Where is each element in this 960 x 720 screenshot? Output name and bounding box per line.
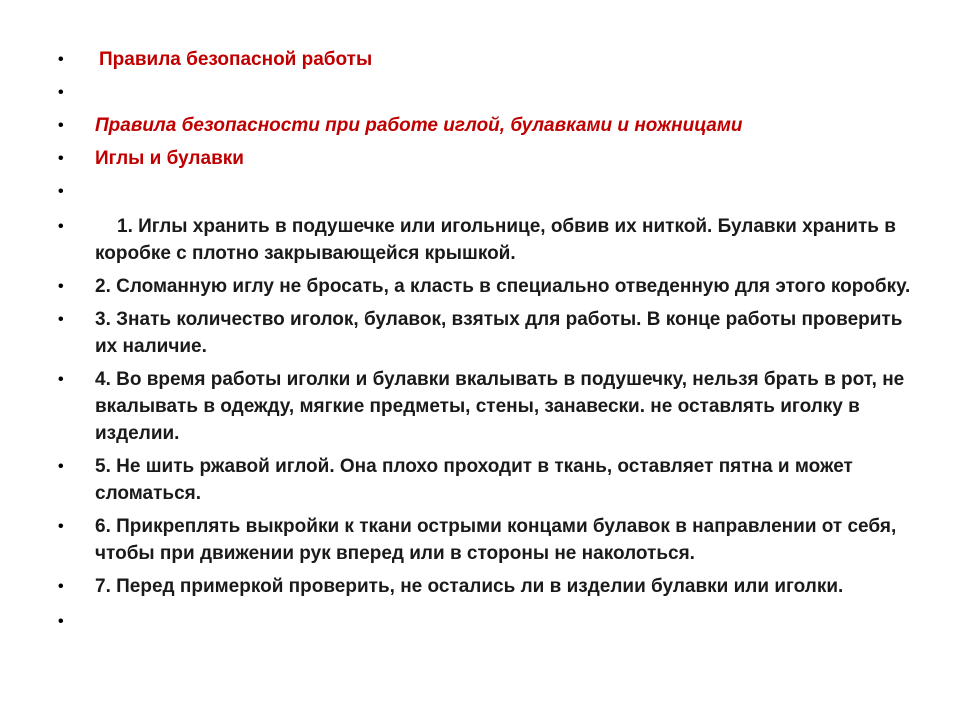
list-item-rule — [58, 513, 918, 567]
bullet-icon: • — [58, 578, 64, 595]
bullet-icon: • — [58, 51, 64, 68]
bullet-icon: • — [58, 218, 64, 235]
empty-line — [95, 608, 918, 635]
rule-text: 4. Во время работы иголки и булавки вкалывать в подушечку, нельзя брать в рот, не вкалывать в одежду, мягкие предметы, стены, занавески. не оставлять иголку в изделии. — [95, 369, 905, 444]
list-item-section — [58, 145, 918, 172]
list-item-rule — [58, 573, 918, 600]
list-item-rule — [58, 366, 918, 447]
rule-text: 5. Не шить ржавой иглой. Она плохо проходит в ткань, оставляет пятна и может сломаться. — [95, 456, 853, 504]
empty-line — [95, 79, 918, 106]
list-item-empty — [58, 608, 918, 635]
bullet-icon: • — [58, 613, 64, 630]
bullet-icon: • — [58, 117, 64, 134]
list-item-title — [58, 46, 918, 73]
list-item-rule — [58, 213, 918, 267]
bullet-icon: • — [58, 371, 64, 388]
rule-text: 2. Сломанную иглу не бросать, а класть в специально отведенную для этого коробку. — [95, 276, 911, 297]
bullet-list — [58, 46, 918, 635]
rule-text-inner: 1. Иглы хранить в подушечке или игольнице, обвив их ниткой. Булавки хранить в коробке с плотно закрывающейся крышкой. — [95, 216, 896, 264]
subtitle: Правила безопасности при работе иглой, булавками и ножницами — [95, 115, 743, 136]
bullet-icon: • — [58, 311, 64, 328]
page-title: Правила безопасной работы — [99, 49, 373, 70]
bullet-icon: • — [58, 518, 64, 535]
bullet-icon: • — [58, 183, 64, 200]
rule-text: 7. Перед примеркой проверить, не остались ли в изделии булавки или иголки. — [95, 576, 844, 597]
list-item-rule — [58, 273, 918, 300]
rule-text — [95, 213, 918, 267]
list-item-rule — [58, 306, 918, 360]
bullet-icon: • — [58, 458, 64, 475]
list-item-empty — [58, 178, 918, 205]
bullet-icon: • — [58, 278, 64, 295]
rule-text: 3. Знать количество иголок, булавок, взятых для работы. В конце работы проверить их наличие. — [95, 309, 903, 357]
section-heading: Иглы и булавки — [95, 148, 244, 169]
empty-line — [95, 178, 918, 205]
list-item-empty — [58, 79, 918, 106]
rule-text: 6. Прикреплять выкройки к ткани острыми концами булавок в направлении от себя, чтобы при движении рук вперед или в стороны не наколоться. — [95, 516, 897, 564]
list-item-rule — [58, 453, 918, 507]
bullet-icon: • — [58, 84, 64, 101]
list-item-subtitle — [58, 112, 918, 139]
bullet-icon: • — [58, 150, 64, 167]
